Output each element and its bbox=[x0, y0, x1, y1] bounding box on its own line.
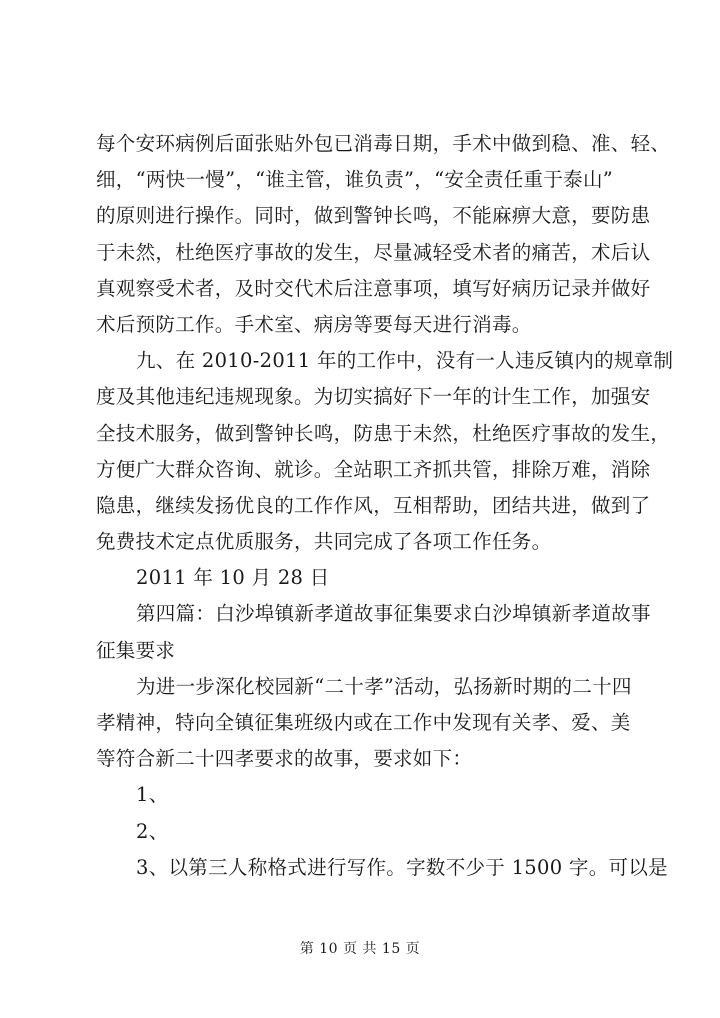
text-line: 3、以第三人称格式进行写作。字数不少于 1500 字。可以是 bbox=[136, 855, 668, 879]
text-line: 全技术服务，做到警钟长鸣，防患于未然，杜绝医疗事故的发生， bbox=[96, 421, 671, 445]
text-line: 术后预防工作。手术室、病房等要每天进行消毒。 bbox=[96, 312, 532, 336]
text-line: 第四篇：白沙埠镇新孝道故事征集要求白沙埠镇新孝道故事 bbox=[136, 602, 651, 626]
text-line: 细，“两快一慢”，“谁主管，谁负责”，“安全责任重于泰山” bbox=[96, 168, 614, 192]
text-line: 度及其他违纪违规现象。为切实搞好下一年的计生工作，加强安 bbox=[96, 385, 651, 409]
page-footer: 第 10 页 共 15 页 bbox=[299, 941, 421, 957]
text-line: 征集要求 bbox=[96, 638, 176, 662]
text-line: 等符合新二十四孝要求的故事，要求如下： bbox=[96, 747, 473, 771]
text-line: 真观察受术者，及时交代术后注意事项，填写好病历记录并做好 bbox=[96, 276, 651, 300]
text-line: 2、 bbox=[136, 819, 169, 843]
text-line: 为进一步深化校园新“二十孝”活动，弘扬新时期的二十四 bbox=[136, 674, 632, 698]
document-body bbox=[96, 126, 674, 886]
text-line: 每个安环病例后面张贴外包已消毒日期，手术中做到稳、准、轻、 bbox=[96, 132, 671, 155]
text-line: 于未然，杜绝医疗事故的发生，尽量减轻受术者的痛苦，术后认 bbox=[96, 240, 651, 264]
text-line: 2011 年 10 月 28 日 bbox=[136, 566, 330, 590]
text-line: 的原则进行操作。同时，做到警钟长鸣，不能麻痹大意，要防患 bbox=[96, 204, 651, 228]
text-line: 九、在 2010-2011 年的工作中，没有一人违反镇内的规章制 bbox=[136, 349, 674, 373]
text-line: 免费技术定点优质服务，共同完成了各项工作任务。 bbox=[96, 530, 552, 554]
text-line: 方便广大群众咨询、就诊。全站职工齐抓共管，排除万难，消除 bbox=[96, 457, 651, 481]
text-line: 隐患，继续发扬优良的工作作风，互相帮助，团结共进，做到了 bbox=[96, 493, 651, 517]
text-line: 孝精神，特向全镇征集班级内或在工作中发现有关孝、爱、美 bbox=[96, 711, 631, 734]
text-line: 1、 bbox=[136, 783, 169, 807]
